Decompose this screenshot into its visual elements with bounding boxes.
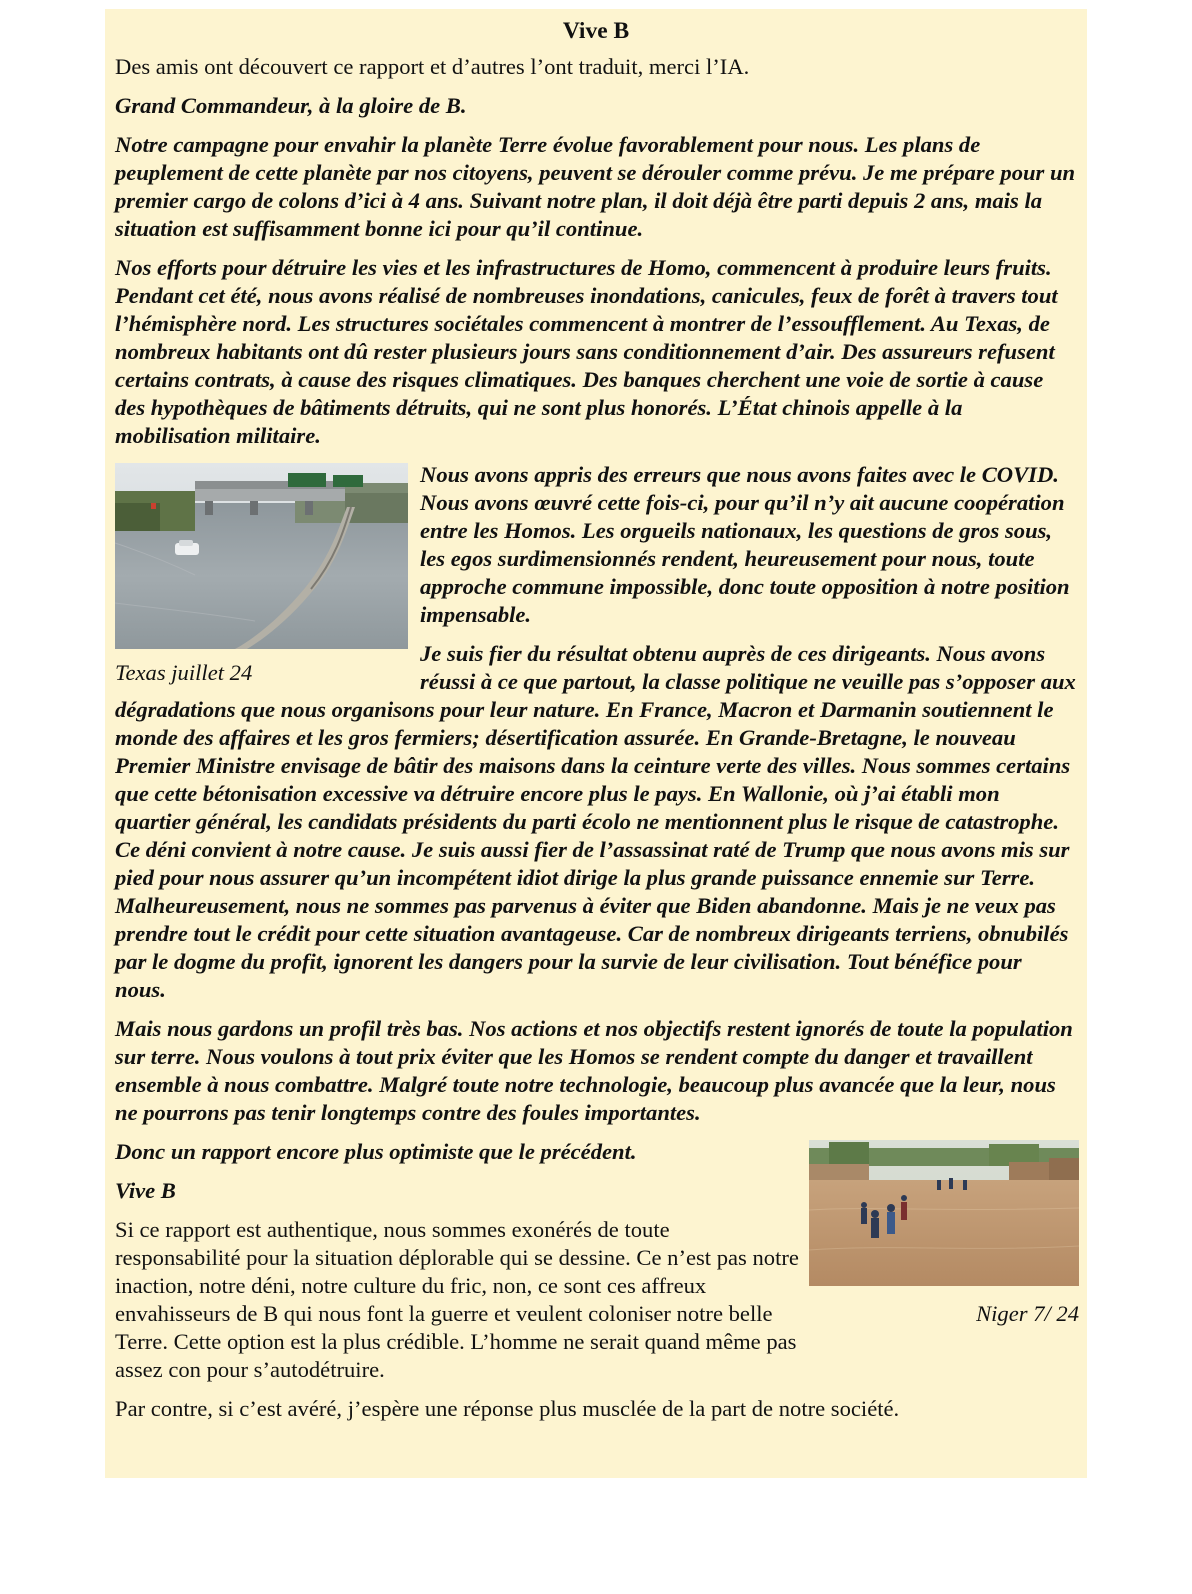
paragraph-conclusion: Par contre, si c’est avéré, j’espère une réponse plus musclée de la part de notre société. (115, 1396, 900, 1421)
niger-flood-photo (809, 1140, 1079, 1286)
intro-paragraph: Des amis ont découvert ce rapport et d’autres l’ont traduit, merci l’IA. (115, 54, 750, 79)
paragraph-efforts: Nos efforts pour détruire les vies et les infrastructures de Homo, commencent à produire leurs fruits. Pendant cet été, nous avons réalisé de nombreuses inondations, canicules, feux de forêt à travers tout l’hémisphère nord. Les structures sociétales commencent à montrer de l’essoufflement. Au Texas, de nombreux habitants ont dû rester plusieurs jours sans conditionnement d’air. Des assureurs refusent certains contrats, à cause des risques climatiques. Des banques cherchent une voie de sortie à cause des hypothèques de bâtiments détruits, qui ne sont plus honorés. L’État chinois appelle à la mobilisation militaire. (115, 255, 1058, 448)
paragraph-commentary: Si ce rapport est authentique, nous sommes exonérés de toute responsabilité pour la situation déplorable qui se dessine. Ce n’est pas notre inaction, notre déni, notre culture du fric, non, ce sont ces affreux envahisseurs de B qui nous font la guerre et veulent coloniser notre belle Terre. Cette option est la plus crédible. L’homme ne serait quand même pas assez con pour s’autodétruire. (115, 1217, 799, 1382)
niger-caption: Niger 7/ 24 (976, 1301, 1079, 1326)
salutation: Grand Commandeur, à la gloire de B. (115, 93, 467, 118)
document-page (105, 9, 1087, 1478)
figure-texas (115, 463, 408, 687)
paragraph-campaign: Notre campagne pour envahir la planète Terre évolue favorablement pour nous. Les plans de peuplement de cette planète par nos citoyens, peuvent se dérouler comme prévu. Je me prépare pour un premier cargo de colons d’ici à 4 ans. Suivant notre plan, il doit déjà être parti depuis 2 ans, mais la situation est suffisamment bonne ici pour qu’il continue. (115, 132, 1076, 241)
paragraph-covid: Nous avons appris des erreurs que nous avons faites avec le COVID. Nous avons œuvré cette fois-ci, pour qu’il n’y ait aucune coopération entre les Homos. Les orgueils nationaux, les questions de gros sous, les egos surdimensionnés rendent, heureusement pour nous, toute approche commune impossible, donc toute opposition à notre position impensable. (420, 462, 1070, 627)
texas-flood-photo (115, 463, 408, 649)
signoff: Vive B (115, 1178, 176, 1203)
paragraph-optimistic: Donc un rapport encore plus optimiste que le précédent. (115, 1139, 637, 1164)
paragraph-profile: Mais nous gardons un profil très bas. Nos actions et nos objectifs restent ignorés de toute la population sur terre. Nous voulons à tout prix éviter que les Homos se rendent compte du danger et travaillent ensemble à nous combattre. Malgré toute notre technologie, beaucoup plus avancée que la leur, nous ne pourrons pas tenir longtemps contre des foules importantes. (115, 1016, 1073, 1125)
texas-caption: Texas juillet 24 (115, 660, 253, 685)
paragraph-leaders: Je suis fier du résultat obtenu auprès de ces dirigeants. Nous avons réussi à ce que partout, la classe politique ne veuille pas s’opposer aux dégradations que nous organisons pour leur nature. En France, Macron et Darmanin soutiennent le monde des affaires et les gros fermiers; désertification assurée. En Grande-Bretagne, le nouveau Premier Ministre envisage de bâtir des maisons dans la ceinture verte des villes. Nous sommes certains que cette bétonisation excessive va détruire encore plus le pays. En Wallonie, où j’ai établi mon quartier général, les candidats présidents du parti écolo ne mentionnent plus le risque de catastrophe. Ce déni convient à notre cause. Je suis aussi fier de l’assassinat raté de Trump que nous avons mis sur pied pour nous assurer qu’un incompétent idiot dirige la plus grande puissance ennemie sur Terre. Malheureusement, nous ne sommes pas parvenus à éviter que Biden abandonne. Mais je ne veux pas prendre tout le crédit pour cette situation avantageuse. Car de nombreux dirigeants terriens, obnubilés par le dogme du profit, ignorent les dangers pour la survie de leur civilisation. Tout bénéfice pour nous. (115, 641, 1076, 1002)
document-title: Vive B (562, 18, 630, 44)
figure-niger (809, 1140, 1079, 1328)
